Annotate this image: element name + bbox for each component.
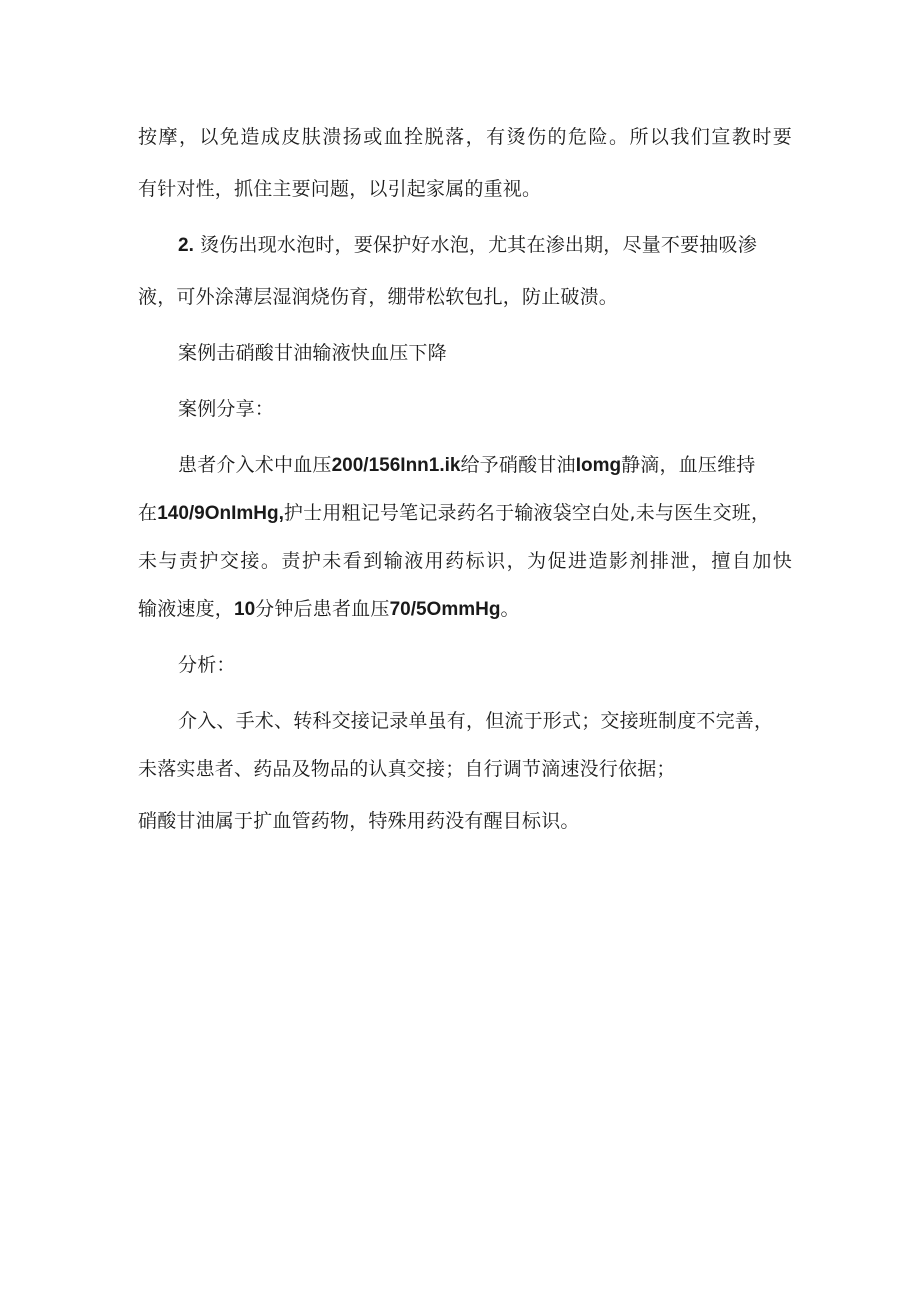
text-run: 分钟后患者血压	[255, 598, 390, 620]
text-run: 给予硝酸甘油	[460, 454, 576, 476]
list-number: 2.	[178, 235, 194, 256]
text-run: 患者介入术中血压	[178, 454, 332, 476]
blood-pressure-value: 200/156Inn1.ik	[331, 455, 461, 476]
text-run: 在	[138, 502, 158, 524]
blister-paragraph-line-2: 液，可外涂薄层湿润烧伤育，绷带松软包扎，防止破溃。	[138, 286, 619, 308]
burn-paragraph-line-2: 有针对性，抓住主要问题，以引起家属的重视。	[138, 178, 542, 200]
analysis-line-2: 未落实患者、药品及物品的认真交接；自行调节滴速没行依据；	[138, 758, 676, 780]
case-share-line-3: 未与责护交接。责护未看到输液用药标识，为促进造影剂排泄，擅自加快	[138, 550, 792, 572]
case-share-heading: 案例分享：	[178, 398, 275, 420]
case-title: 案例击硝酸甘油输液快血压下降	[178, 342, 447, 364]
blood-pressure-value: 70/5OmmHg	[389, 599, 501, 620]
text-run: 。	[500, 598, 520, 620]
burn-paragraph-line-1: 按摩，以免造成皮肤溃扬或血拴脱落，有烫伤的危险。所以我们宣教时要	[138, 126, 792, 148]
text-run: 护士用粗记号笔记录药名于输液袋空白处,未与医生交班，	[283, 502, 771, 524]
blister-text: 烫伤出现水泡时，要保护好水泡，尤其在渗出期，尽量不要抽吸渗	[200, 234, 757, 256]
text-run: 输液速度，	[138, 598, 235, 620]
analysis-heading: 分析：	[178, 654, 236, 676]
blood-pressure-value: 140/9OnImHg,	[157, 503, 284, 524]
analysis-line-1: 介入、手术、转科交接记录单虽有，但流于形式；交接班制度不完善，	[178, 710, 774, 732]
minutes-value: 10	[234, 599, 256, 620]
case-share-line-2	[138, 500, 770, 527]
text-run: 静滴，血压维持	[621, 454, 756, 476]
dose-value: Iomg	[575, 455, 622, 476]
blister-paragraph-line-1	[178, 232, 757, 259]
case-share-line-4	[138, 596, 520, 623]
analysis-line-3: 硝酸甘油属于扩血管药物，特殊用药没有醒目标识。	[138, 810, 580, 832]
case-share-line-1	[178, 452, 755, 479]
